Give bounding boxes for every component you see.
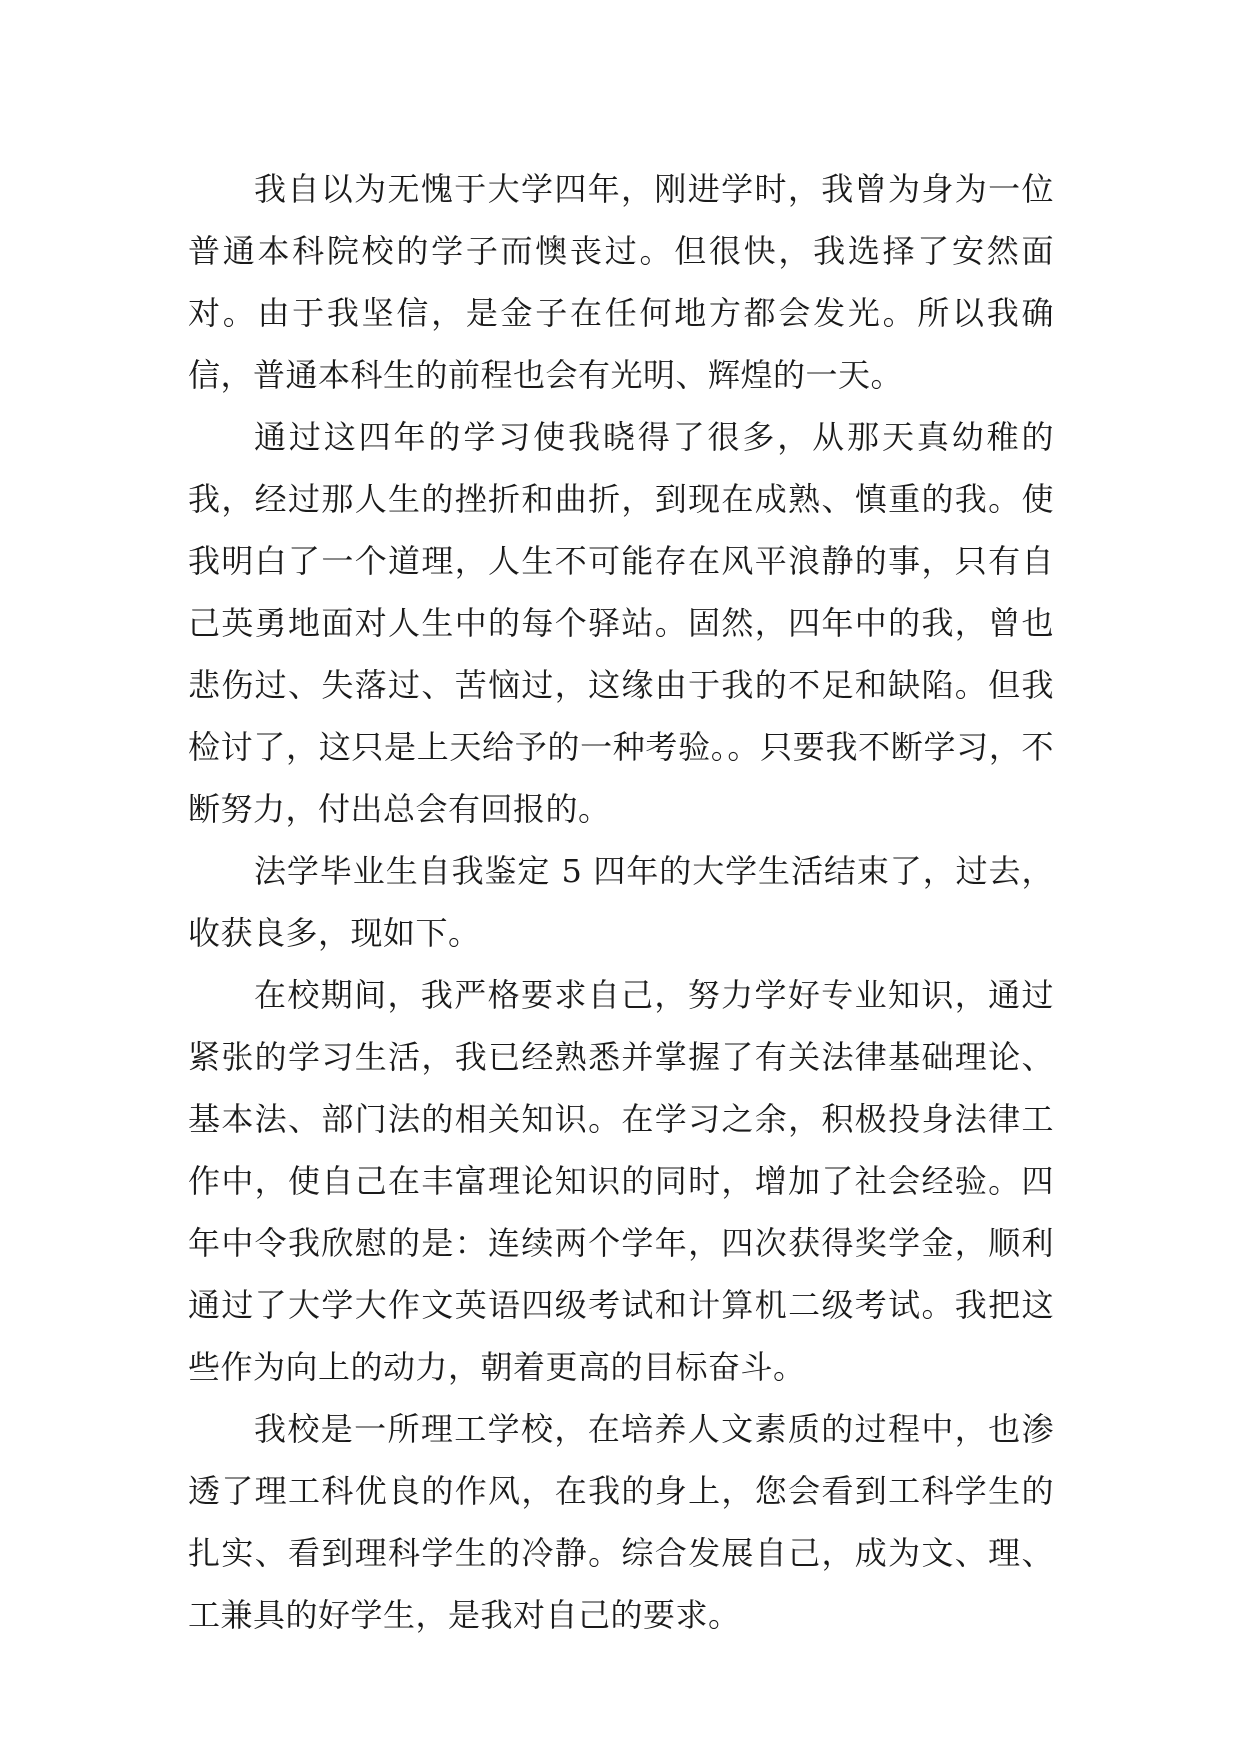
- paragraph-2: 通过这四年的学习使我晓得了很多，从那天真幼稚的我，经过那人生的挫折和曲折，到现在成熟、慎重的我。使我明白了一个道理，人生不可能存在风平浪静的事，只有自己英勇地面对人生中的每个驿站。固然，四年中的我，曾也悲伤过、失落过、苦恼过，这缘由于我的不足和缺陷。但我检讨了，这只是上天给予的一种考验。。只要我不断学习，不断努力，付出总会有回报的。: [188, 418, 1054, 828]
- document-body: [188, 158, 1054, 1646]
- paragraph-1: 我自以为无愧于大学四年，刚进学时，我曾为身为一位普通本科院校的学子而懊丧过。但很快，我选择了安然面对。由于我坚信，是金子在任何地方都会发光。所以我确信，普通本科生的前程也会有光明、辉煌的一天。: [188, 170, 1054, 394]
- paragraph-4: 在校期间，我严格要求自己，努力学好专业知识，通过紧张的学习生活，我已经熟悉并掌握了有关法律基础理论、基本法、部门法的相关知识。在学习之余，积极投身法律工作中，使自己在丰富理论知识的同时，增加了社会经验。四年中令我欣慰的是：连续两个学年，四次获得奖学金，顺利通过了大学大作文英语四级考试和计算机二级考试。我把这些作为向上的动力，朝着更高的目标奋斗。: [188, 976, 1054, 1386]
- paragraph-5: 我校是一所理工学校，在培养人文素质的过程中，也渗透了理工科优良的作风，在我的身上，您会看到工科学生的扎实、看到理科学生的冷静。综合发展自己，成为文、理、工兼具的好学生，是我对自己的要求。: [188, 1410, 1054, 1634]
- paragraph-3: 法学毕业生自我鉴定 5 四年的大学生活结束了，过去，收获良多，现如下。: [188, 852, 1054, 952]
